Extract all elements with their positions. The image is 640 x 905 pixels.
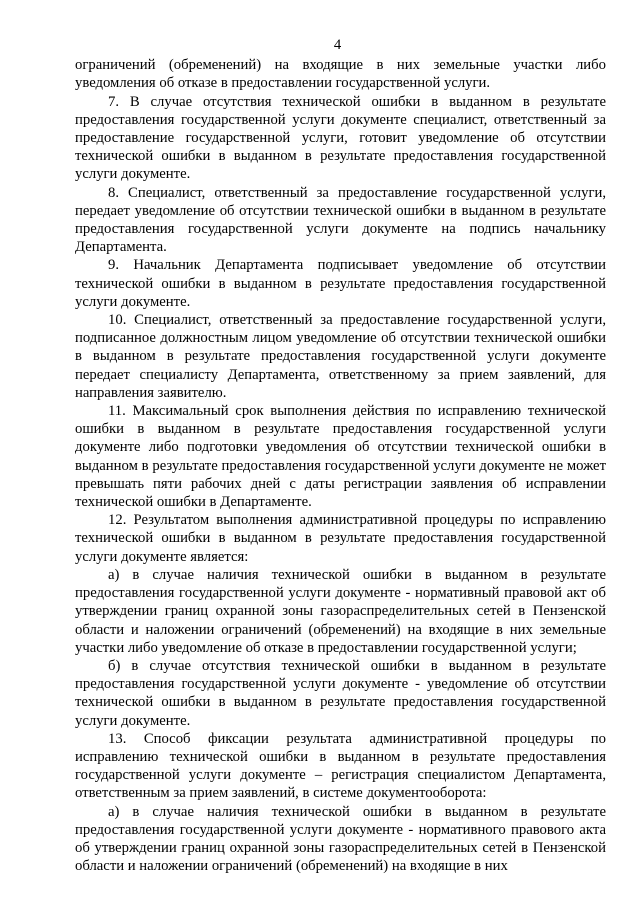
paragraph-13: 13. Способ фиксации результата административной процедуры по исправлению технической ошибки в выданном в результате предоставления государственной услуги документе – регистрация специалистом Департамента, ответственным за прием заявлений, в системе документооборота: xyxy=(75,730,606,802)
paragraph-7: 7. В случае отсутствия технической ошибки в выданном в результате предоставления государственной услуги документе специалист, ответственный за предоставление государственной услуги, готовит уведомление об отсутствии технической ошибки в выданном в результате предоставления государственной услуги документе. xyxy=(75,93,606,183)
paragraph-8: 8. Специалист, ответственный за предоставление государственной услуги, передает уведомление об отсутствии технической ошибки в выданном в результате предоставления государственной услуги документе на подпись начальнику Департамента. xyxy=(75,184,606,256)
paragraph-10: 10. Специалист, ответственный за предоставление государственной услуги, подписанное должностным лицом уведомление об отсутствии технической ошибки в выданном в результате предоставления государственной услуги документе передает специалисту Департамента, ответственному за прием заявлений, для направления заявителю. xyxy=(75,312,606,401)
paragraph-12: 12. Результатом выполнения административной процедуры по исправлению технической ошибки в выданном в результате предоставления государственной услуги документе является: xyxy=(75,512,606,565)
paragraph-11: 11. Максимальный срок выполнения действия по исправлению технической ошибки в выданном в результате предоставления государственной услуги документе либо подготовки уведомления об отсутствии технической ошибки в выданном в результате предоставления государственной услуги документе не может превышать пяти рабочих дней с даты регистрации заявления об исправлении технической ошибки в Департаменте. xyxy=(75,403,606,511)
paragraph-continuation: ограничений (обременений) на входящие в них земельные участки либо уведомления об отказе в предоставлении государственной услуги. xyxy=(75,57,606,92)
page-number: 4 xyxy=(333,37,342,53)
paragraph-13-a: а) в случае наличия технической ошибки в выданном в результате предоставления государственной услуги документе - нормативного правового акта об утверждении границ охранной зоны газораспределительных сетей в Пензенской области и наложении ограничений (обременений) на входящие в них xyxy=(75,803,606,875)
paragraph-12-b: б) в случае отсутствия технической ошибки в выданном в результате предоставления государственной услуги документе - уведомление об отсутствии технической ошибки в выданном в результате предоставления государственной услуги документе. xyxy=(75,657,606,729)
paragraph-12-a: а) в случае наличия технической ошибки в выданном в результате предоставления государственной услуги документе - нормативный правовой акт об утверждении границ охранной зоны газораспределительных сетей в Пензенской области и наложении ограничений (обременений) на входящие в них земельные участки либо уведомление об отказе в предоставлении государственной услуги; xyxy=(75,566,606,656)
paragraph-9: 9. Начальник Департамента подписывает уведомление об отсутствии технической ошибки в выданном в результате предоставления государственной услуги документе. xyxy=(75,257,606,310)
